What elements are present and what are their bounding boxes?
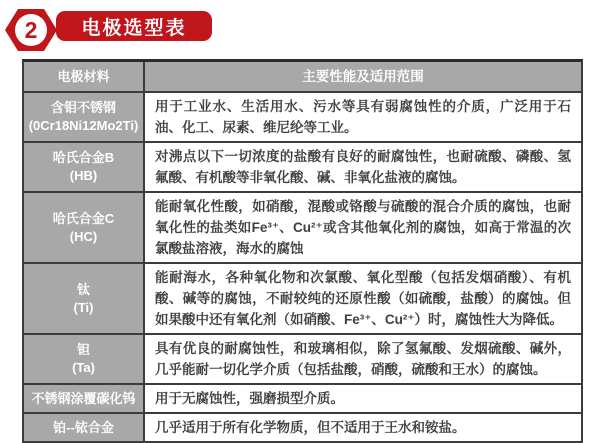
description-cell: 几乎适用于所有化学物质，但不适用于王水和铵盐。 bbox=[145, 414, 581, 441]
electrode-selection-table bbox=[22, 59, 583, 443]
material-code: (HC) bbox=[69, 228, 98, 244]
material-name: 钛 bbox=[76, 281, 90, 297]
number-badge-icon bbox=[4, 6, 58, 54]
badge-number: 2 bbox=[24, 17, 38, 43]
material-code: (Ti) bbox=[73, 299, 94, 315]
table-row bbox=[24, 193, 581, 264]
description-cell: 对沸点以下一切浓度的盐酸有良好的耐腐蚀性，也耐硫酸、磷酸、氢氟酸、有机酸等非氧化酸、碱、非氧化盐液的腐蚀。 bbox=[145, 143, 581, 191]
material-cell bbox=[24, 264, 145, 333]
material-cell bbox=[24, 93, 145, 141]
material-name: 哈氏合金C bbox=[52, 210, 115, 226]
page-title bbox=[56, 11, 212, 41]
page-title-label: 电极选型表 bbox=[81, 17, 187, 39]
table-header-row bbox=[24, 62, 581, 93]
material-name: 含钼不锈钢 bbox=[50, 100, 116, 116]
description-cell: 能耐海水，各种氧化物和次氯酸、氧化型酸（包括发烟硝酸）、有机酸、碱等的腐蚀，不耐较纯的还原性酸（如硫酸，盐酸）的腐蚀。但如果酸中还有氧化剂（如硝酸、Fe³⁺、Cu²⁺）时，腐蚀性大为降低。 bbox=[145, 264, 581, 333]
material-cell bbox=[24, 193, 145, 262]
header-material: 电极材料 bbox=[24, 62, 145, 91]
description-cell: 用于无腐蚀性，强磨损型介质。 bbox=[145, 385, 581, 412]
table-row bbox=[24, 143, 581, 193]
table-row bbox=[24, 335, 581, 385]
description-cell: 具有优良的耐腐蚀性，和玻璃相似，除了氢氟酸、发烟硫酸、碱外，几乎能耐一切化学介质（包括盐酸，硝酸，硫酸和王水）的腐蚀。 bbox=[145, 335, 581, 383]
material-name: 铂--铱合金 bbox=[53, 419, 114, 435]
material-cell bbox=[24, 385, 145, 412]
header-description: 主要性能及适用范围 bbox=[145, 62, 581, 91]
table-row bbox=[24, 385, 581, 414]
description-cell: 用于工业水、生活用水、污水等具有弱腐蚀性的介质，广泛用于石油、化工、尿素、维尼纶等工业。 bbox=[145, 93, 581, 141]
material-cell bbox=[24, 335, 145, 383]
material-code: (0Cr18Ni12Mo2Ti) bbox=[28, 118, 139, 133]
material-name: 不锈钢涂覆碳化钨 bbox=[31, 390, 136, 406]
material-code: (Ta) bbox=[72, 360, 95, 375]
table-row bbox=[24, 414, 581, 441]
header-bar bbox=[0, 0, 600, 56]
material-cell bbox=[24, 414, 145, 441]
table-row bbox=[24, 93, 581, 143]
material-cell bbox=[24, 143, 145, 191]
material-name: 哈氏合金B bbox=[52, 150, 115, 166]
table-row bbox=[24, 264, 581, 335]
material-code: (HB) bbox=[69, 168, 98, 183]
description-cell: 能耐氧化性酸，如硝酸，混酸或铬酸与硫酸的混合介质的腐蚀，也耐氧化性的盐类如Fe³⁺、Cu²⁺或含其他氧化剂的腐蚀，如高于常温的次氯酸盐溶液，海水的腐蚀 bbox=[145, 193, 581, 262]
material-name: 钽 bbox=[76, 342, 90, 358]
